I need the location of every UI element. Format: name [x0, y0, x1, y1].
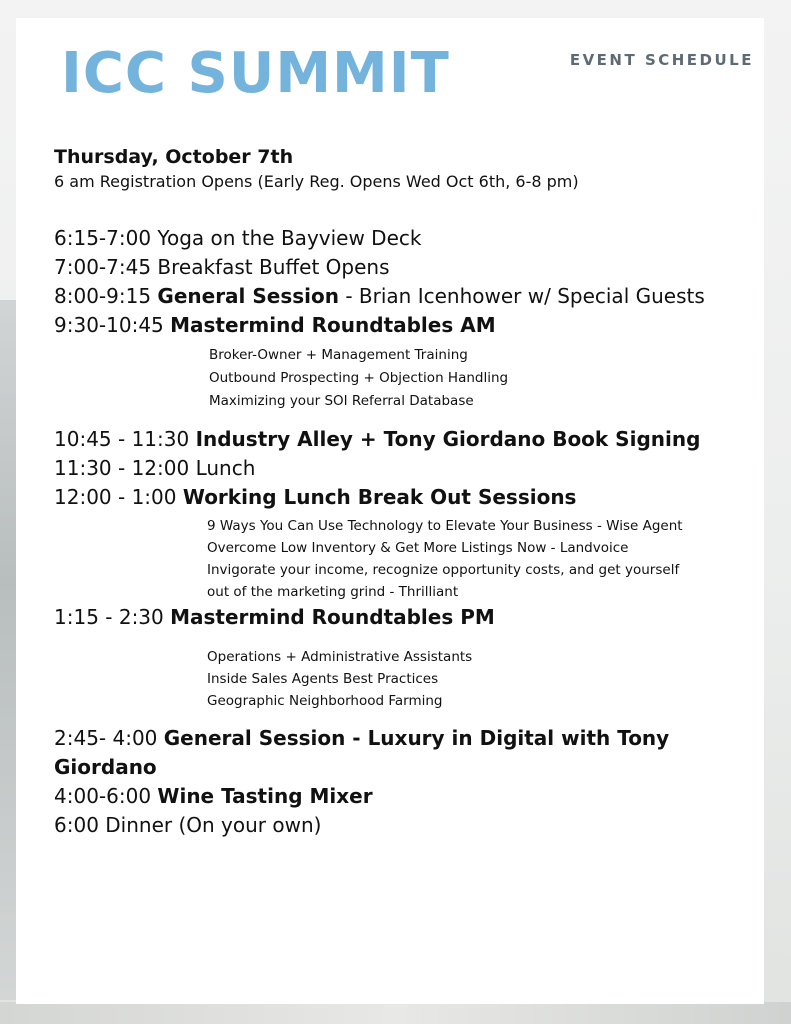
item-title: Breakfast Buffet Opens	[157, 255, 390, 279]
item-title: Mastermind Roundtables AM	[170, 313, 496, 337]
list-item: 9 Ways You Can Use Technology to Elevate Your Business - Wise Agent	[207, 518, 683, 534]
list-item: Outbound Prospecting + Objection Handling	[209, 370, 509, 386]
item-title: Dinner (On your own)	[105, 813, 322, 837]
schedule-item-wine-mixer	[54, 782, 754, 811]
schedule-item-mastermind-pm	[54, 603, 754, 632]
mastermind-am-topics	[54, 344, 754, 413]
item-title: General Session - Luxury in Digital with Tony Giordano	[54, 726, 670, 779]
item-time: 4:00-6:00	[54, 784, 158, 808]
list-item: Inside Sales Agents Best Practices	[207, 671, 439, 687]
item-title: Wine Tasting Mixer	[157, 784, 373, 808]
item-time: 1:15 - 2:30	[54, 605, 171, 629]
mastermind-pm-topics	[54, 646, 754, 712]
list-item: Operations + Administrative Assistants	[207, 649, 473, 665]
schedule-item-lunch	[54, 454, 754, 483]
day-heading: Thursday, October 7th	[54, 146, 294, 168]
schedule-item-industry-alley	[54, 425, 754, 454]
item-title: Working Lunch Break Out Sessions	[182, 485, 577, 509]
list-item: Invigorate your income, recognize opportunity costs, and get yourself	[207, 562, 680, 578]
item-title: Lunch	[195, 456, 256, 480]
schedule-content	[54, 144, 754, 840]
item-time: 6:15-7:00	[54, 226, 158, 250]
schedule-item-breakfast	[54, 253, 754, 282]
item-time: 12:00 - 1:00	[54, 485, 183, 509]
item-time: 6:00	[54, 813, 106, 837]
item-title: Mastermind Roundtables PM	[170, 605, 495, 629]
working-lunch-sessions	[54, 515, 754, 603]
list-item: Overcome Low Inventory & Get More Listings Now - Landvoice	[207, 540, 629, 556]
list-item: Maximizing your SOI Referral Database	[209, 393, 474, 409]
list-item: out of the marketing grind - Thrilliant	[207, 584, 459, 600]
schedule-item-working-lunch	[54, 483, 754, 512]
list-item: Geographic Neighborhood Farming	[207, 693, 443, 709]
event-title: ICC SUMMIT	[61, 41, 450, 106]
event-schedule-label: EVENT SCHEDULE	[569, 51, 754, 69]
item-time: 10:45 - 11:30	[54, 427, 196, 451]
item-title: General Session	[157, 284, 339, 308]
list-item: Broker-Owner + Management Training	[209, 347, 468, 363]
item-time: 11:30 - 12:00	[54, 456, 196, 480]
item-time: 8:00-9:15	[54, 284, 158, 308]
schedule-item-yoga	[54, 224, 754, 253]
schedule-card	[16, 18, 764, 1004]
schedule-item-general-session-pm	[54, 724, 694, 782]
background-beach-edge	[0, 1002, 791, 1024]
schedule-item-general-session-am	[54, 282, 754, 311]
item-time: 7:00-7:45	[54, 255, 158, 279]
item-time: 9:30-10:45	[54, 313, 171, 337]
registration-note: 6 am Registration Opens (Early Reg. Opens Wed Oct 6th, 6-8 pm)	[54, 172, 579, 191]
schedule-item-mastermind-am	[54, 311, 754, 340]
item-title: Yoga on the Bayview Deck	[157, 226, 422, 250]
schedule-item-dinner	[54, 811, 754, 840]
item-detail: - Brian Icenhower w/ Special Guests	[338, 284, 705, 308]
item-title: Industry Alley + Tony Giordano Book Signing	[195, 427, 701, 451]
item-time: 2:45- 4:00	[54, 726, 164, 750]
